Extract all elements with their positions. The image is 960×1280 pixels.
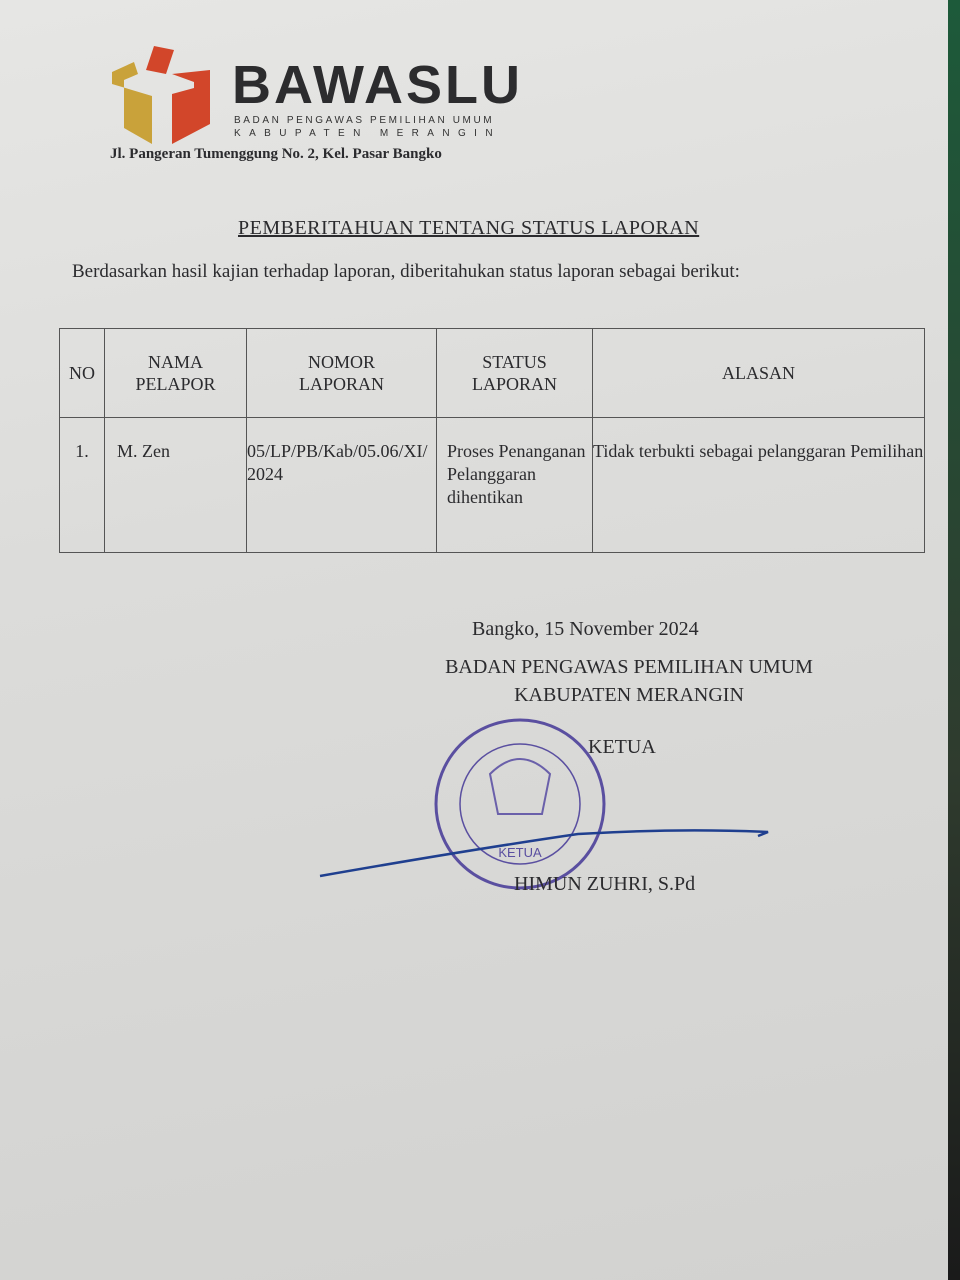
- brand-name: BAWASLU: [232, 55, 523, 115]
- header-nama: NAMA PELAPOR: [105, 329, 247, 418]
- bawaslu-logo: [112, 44, 212, 148]
- header-no: NO: [60, 329, 105, 418]
- table-header-row: [60, 329, 925, 418]
- address: Jl. Pangeran Tumenggung No. 2, Kel. Pasar Bangko: [110, 146, 442, 162]
- signer-position: KETUA: [588, 736, 656, 758]
- header-status: STATUS LAPORAN: [437, 329, 593, 418]
- document-title: PEMBERITAHUAN TENTANG STATUS LAPORAN: [238, 217, 700, 239]
- cell-nama: M. Zen: [105, 418, 247, 553]
- header-alasan: ALASAN: [593, 329, 925, 418]
- cell-status: Proses Penanganan Pelanggaran dihentikan: [437, 418, 593, 553]
- signer-name: HIMUN ZUHRI, S.Pd: [514, 873, 696, 895]
- header-nomor: NOMOR LAPORAN: [247, 329, 437, 418]
- place-date: Bangko, 15 November 2024: [472, 618, 699, 640]
- background-edge: [948, 0, 960, 1280]
- table-row: [60, 418, 925, 553]
- report-status-table: [59, 328, 925, 553]
- cell-no: 1.: [60, 418, 105, 553]
- stamp-label: KETUA: [498, 845, 542, 860]
- brand-subtitle: BADAN PENGAWAS PEMILIHAN UMUM: [234, 115, 495, 126]
- org-line-1: BADAN PENGAWAS PEMILIHAN UMUM: [445, 656, 813, 678]
- org-line-2: KABUPATEN MERANGIN: [514, 684, 744, 706]
- intro-paragraph: Berdasarkan hasil kajian terhadap laporan, diberitahukan status laporan sebagai berikut:: [72, 261, 740, 282]
- handwritten-signature: [318, 820, 778, 880]
- cell-nomor: 05/LP/PB/Kab/05.06/XI/2024: [247, 418, 437, 553]
- brand-region: KABUPATEN MERANGIN: [234, 128, 501, 139]
- cell-alasan: Tidak terbukti sebagai pelanggaran Pemilihan: [593, 418, 925, 553]
- signing-organization: [402, 653, 856, 709]
